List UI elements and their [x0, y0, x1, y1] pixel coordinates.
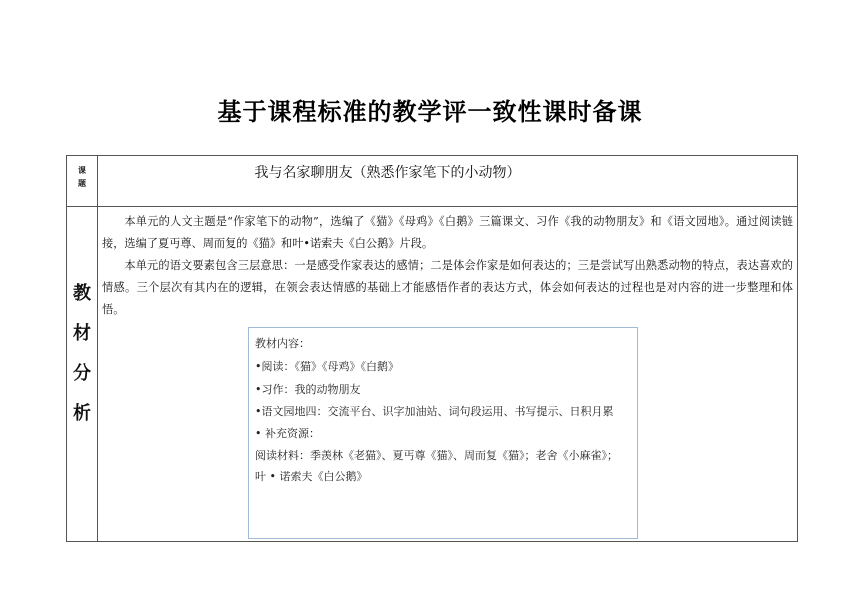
content-box-heading: 教材内容：	[255, 337, 310, 350]
lesson-plan-table	[66, 155, 798, 542]
analysis-label-char: 材	[73, 323, 91, 344]
content-item-writing: •习作：我的动物朋友	[255, 383, 361, 396]
topic-label-char: 课	[78, 166, 86, 175]
textbook-content-box	[248, 327, 638, 539]
content-item-supplementary: • 补充资源：	[255, 427, 320, 440]
analysis-content-cell	[98, 207, 798, 542]
document-title: 基于课程标准的教学评一致性课时备课	[217, 98, 643, 126]
analysis-row	[67, 207, 798, 542]
content-item-language-garden: •语文园地四：交流平台、识字加油站、词句段运用、书写提示、日积月累	[255, 405, 614, 418]
content-item-reading: •阅读：《猫》《母鸡》《白鹅》	[255, 360, 399, 373]
topic-row	[67, 156, 798, 207]
analysis-label-char: 分	[73, 363, 91, 384]
analysis-paragraph: 本单元的语文要素包含三层意思：一是感受作家表达的感情；二是体会作家是如何表达的；三是尝试写出熟悉动物的特点，表达喜欢的情感。三个层次有其内在的逻辑，在领会表达情感的基础上才能感悟作者的表达方式，体会如何表达的过程也是对内容的进一步整理和体悟。	[102, 259, 793, 316]
topic-cell	[98, 156, 798, 207]
content-item-reading-materials: 阅读材料：季羡林《老猫》、夏丐尊《猫》、周而复《猫》；老舍《小麻雀》； 叶 • 诺索夫《白公鹅》	[255, 449, 618, 483]
analysis-label-cell	[67, 207, 98, 542]
topic-label-char: 题	[78, 179, 86, 188]
analysis-label-char: 教	[73, 283, 91, 304]
analysis-label-char: 析	[73, 403, 91, 424]
lesson-topic: 我与名家聊朋友（熟悉作家笔下的小动物）	[254, 165, 521, 181]
analysis-paragraph: 本单元的人文主题是“作家笔下的动物”，选编了《猫》《母鸡》《白鹅》三篇课文、习作《我的动物朋友》和《语文园地》。通过阅读链接，选编了夏丏尊、周而复的《猫》和叶•诺索夫《白公鹅》片段。	[102, 215, 793, 250]
